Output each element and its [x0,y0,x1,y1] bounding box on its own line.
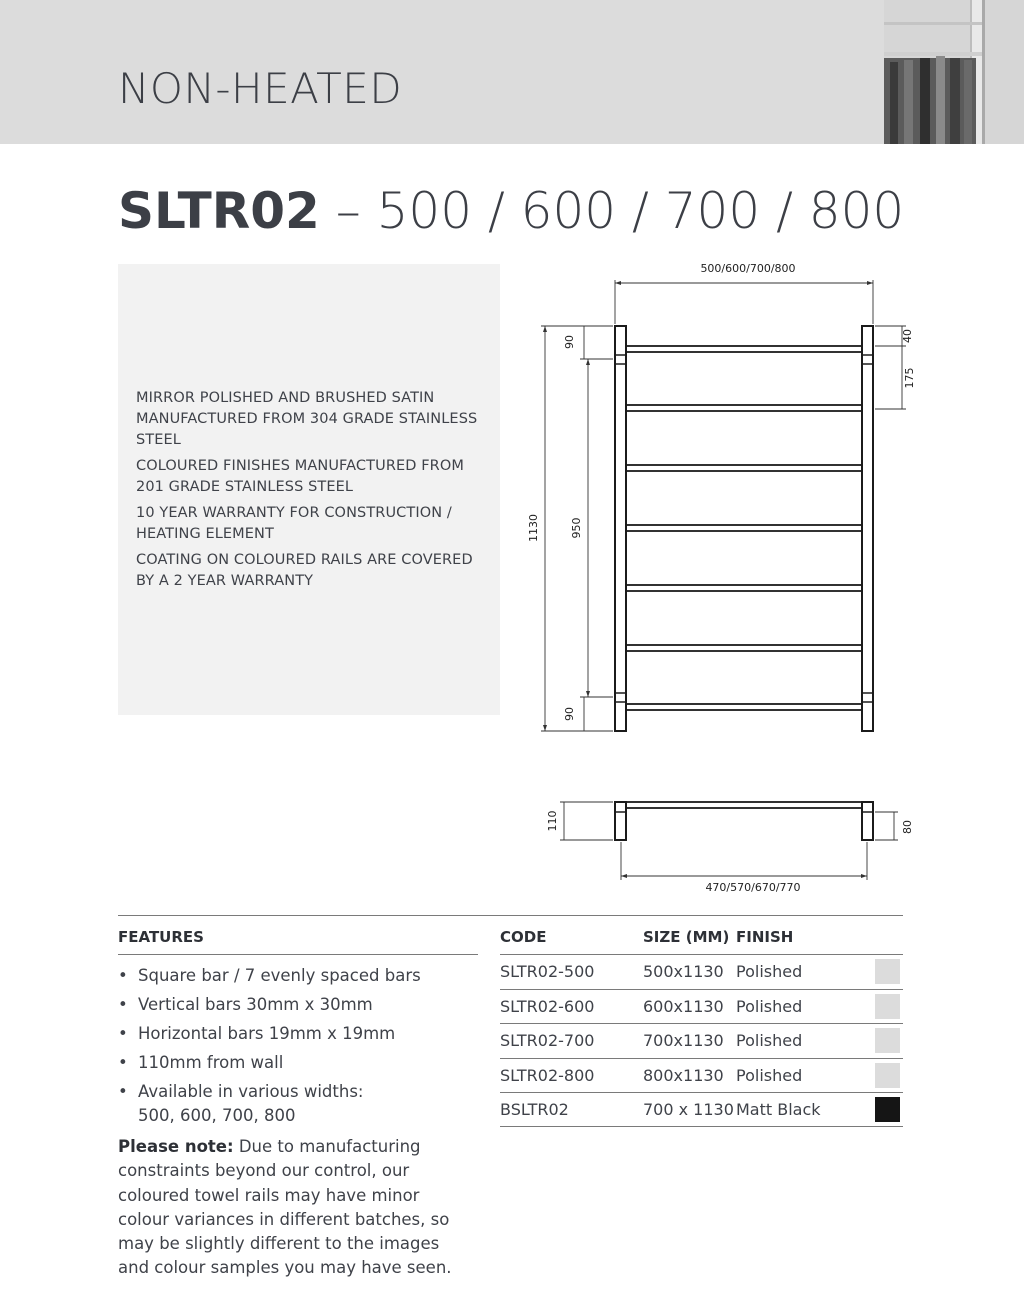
features-list [118,964,478,1133]
product-code: SLTR02 [118,182,320,240]
divider [118,915,903,916]
row-size: 700 x 1130 [643,1100,734,1119]
header-finish: FINISH [736,928,794,946]
horizontal-bar [626,645,862,651]
horizontal-bar [626,346,862,352]
row-divider [500,1126,903,1127]
bottom-bracket-left [615,693,626,702]
dim-top-bar: 40 [901,329,914,343]
row-finish: Polished [736,1066,803,1085]
dim-depth: 110 [546,810,559,832]
dim-width: 500/600/700/800 [700,262,796,275]
bullet: • [118,1053,128,1072]
dim-top-offset: 90 [563,335,576,349]
horizontal-bar [626,465,862,471]
header-code: CODE [500,928,547,946]
row-divider [500,1092,903,1093]
right-upright [862,326,873,731]
divider [500,954,903,955]
note-label: Please note: [118,1137,234,1156]
finish-swatch [875,1063,900,1088]
title-dash: – [335,182,361,240]
bullet: • [118,966,128,985]
note-text: Due to manufacturing constraints beyond our control, our coloured towel rails may have minor colour variances in different batches, so may be slightly different to the images and colour samples you may have seen. [118,1137,452,1278]
bottom-bracket-right [862,693,873,702]
feature-item: • Vertical bars 30mm x 30mm [118,993,478,1017]
bullet: • [118,1024,128,1043]
product-sizes: 500 / 600 / 700 / 800 [376,182,905,240]
dim-bottom-offset: 90 [563,707,576,721]
feature-item: • 110mm from wall [118,1051,478,1075]
side-bar [626,802,862,808]
spec-item: 10 YEAR WARRANTY FOR CONSTRUCTION / HEATING ELEMENT [136,505,452,542]
page-title: NON-HEATED [118,64,403,113]
finish-swatch [875,1097,900,1122]
row-size: 500x1130 [643,962,724,981]
row-divider [500,1058,903,1059]
finish-swatch [875,1028,900,1053]
finish-swatch [875,994,900,1019]
side-right-bracket [862,802,873,840]
horizontal-bar [626,405,862,411]
dim-inner-width: 470/570/670/770 [705,881,801,894]
divider [118,954,478,955]
row-size: 600x1130 [643,997,724,1016]
row-code: SLTR02-500 [500,962,595,981]
horizontal-bar [626,525,862,531]
bullet: • [118,995,128,1014]
row-code: SLTR02-800 [500,1066,595,1085]
feature-item: • Square bar / 7 evenly spaced bars [118,964,478,988]
row-size: 700x1130 [643,1031,724,1050]
dim-height-total: 1130 [527,514,540,542]
spec-item: MIRROR POLISHED AND BRUSHED SATIN MANUFACTURED FROM 304 GRADE STAINLESS STEEL [136,390,478,448]
spec-item: COATING ON COLOURED RAILS ARE COVERED BY A 2 YEAR WARRANTY [136,552,473,589]
please-note [118,1135,468,1281]
row-divider [500,989,903,990]
row-finish: Polished [736,997,803,1016]
bullet: • [118,1082,128,1101]
top-bracket-right [862,355,873,364]
side-left-bracket [615,802,626,840]
left-upright [615,326,626,731]
feature-item: • Available in various widths: 500, 600, 700, 800 [118,1082,364,1125]
row-size: 800x1130 [643,1066,724,1085]
dim-wall: 80 [901,820,914,834]
horizontal-bar [626,585,862,591]
row-finish: Polished [736,962,803,981]
feature-item: • Horizontal bars 19mm x 19mm [118,1022,478,1046]
spec-item: COLOURED FINISHES MANUFACTURED FROM 201 GRADE STAINLESS STEEL [136,458,464,495]
row-divider [500,1023,903,1024]
row-code: BSLTR02 [500,1100,569,1119]
finish-swatch [875,959,900,984]
row-code: SLTR02-600 [500,997,595,1016]
dim-height-inner: 950 [570,517,583,539]
header-size: SIZE (MM) [643,928,730,946]
row-finish: Matt Black [736,1100,821,1119]
features-heading: FEATURES [118,928,204,946]
horizontal-bar [626,704,862,710]
row-finish: Polished [736,1031,803,1050]
dim-bar-spacing: 175 [903,367,916,389]
row-code: SLTR02-700 [500,1031,595,1050]
top-bracket-left [615,355,626,364]
